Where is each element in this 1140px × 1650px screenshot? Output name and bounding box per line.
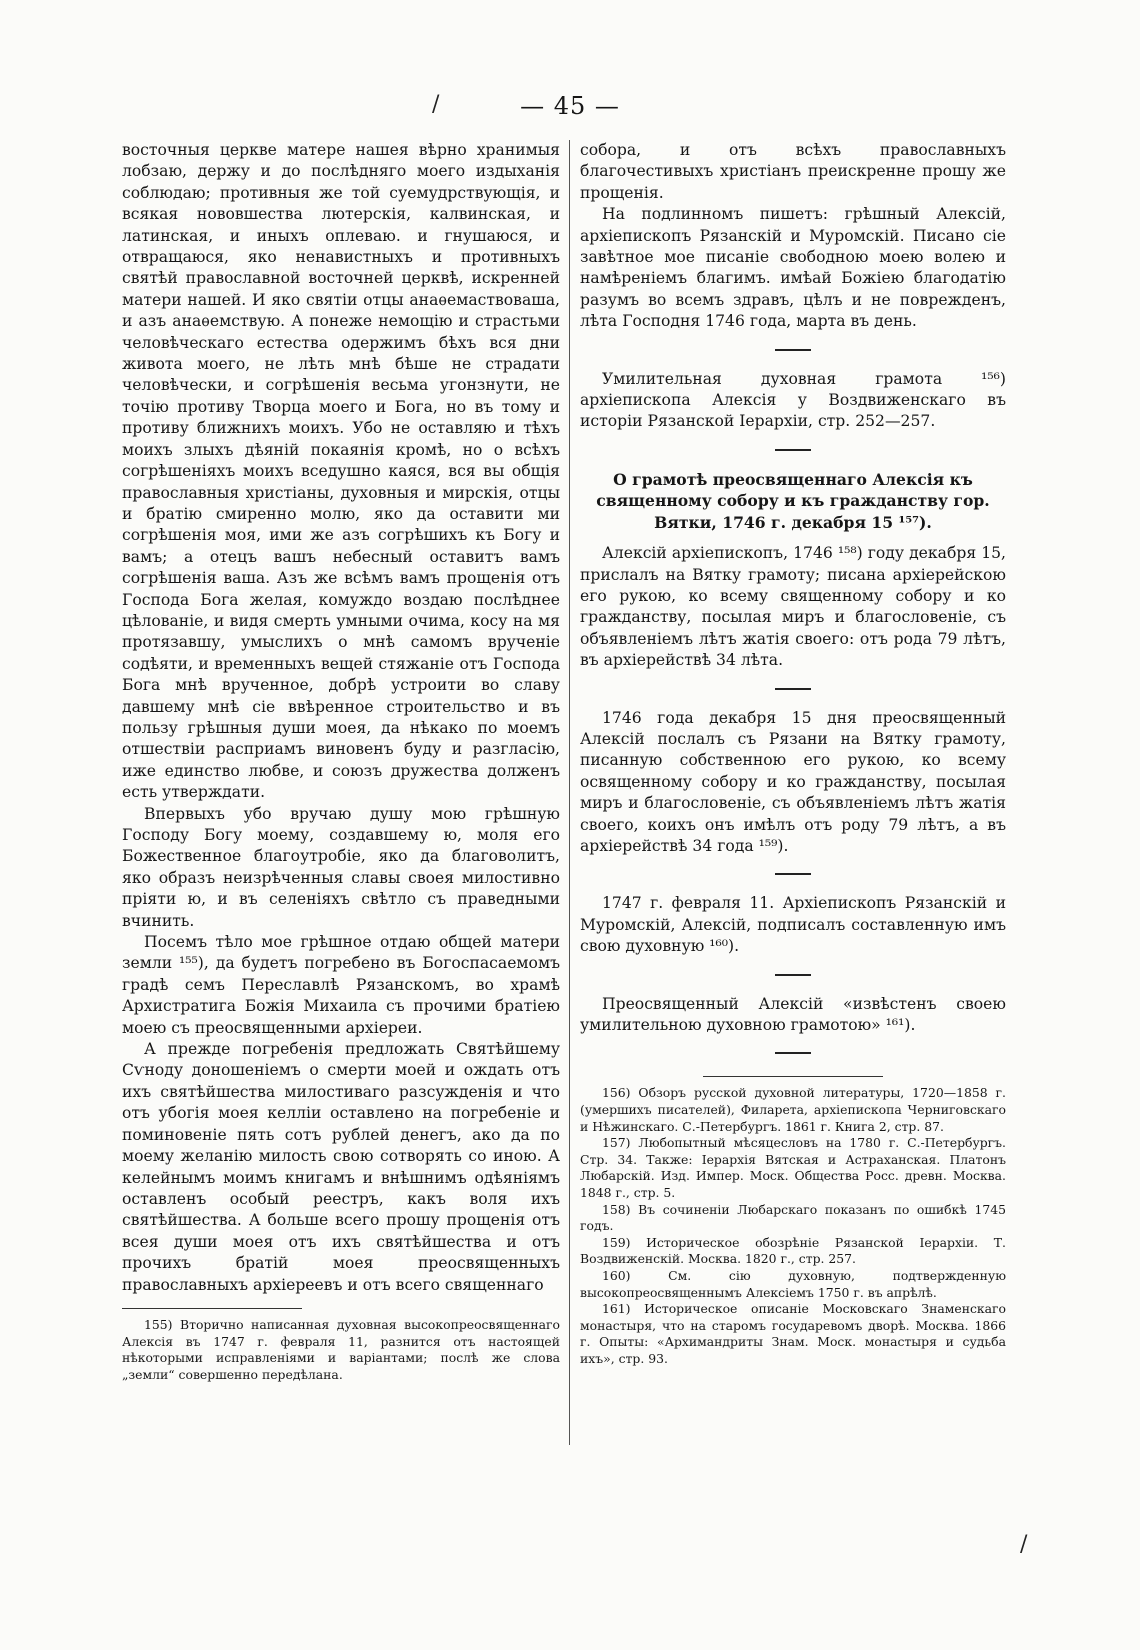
section-separator	[775, 688, 811, 690]
paragraph: На подлинномъ пишетъ: грѣшный Алексій, архіепископъ Рязанскій и Муромскій. Писано сіе завѣтное мое писаніе свободною моею волею и намѣреніемъ благимъ. имѣай Божіею благодатію разумъ во всемъ здравъ, цѣлъ и не поврежденъ, лѣта Господня 1746 года, марта въ день.	[580, 205, 1006, 331]
paragraph: восточныя церкве матере нашея вѣрно хранимыя лобзаю, держу и до послѣдняго моего издыханія соблюдаю; противныя же той суемудрствующія, и всякая нововшества лютерскія, калвинская, и латинская, и иныхъ оплеваю. и гнушаюся, и отвращаюся, яко ненавистныхъ и противныхъ святѣй православной восточней церквѣ, искренней матери нашей. И яко святіи отцы анаѳемаствоваша, и азъ анаѳемствую. А понеже немощію и страстьми человѣческаго естества одержимъ бѣхъ вся дни живота моего, не лѣть мнѣ бѣше не страдати человѣчески, и согрѣшенія весьма угонзнути, не точію противу Творца моего и Бога, но въ тому и противу ближнихъ моихъ. Убо не оставляю и тѣхъ моихъ злыхъ дѣяній покаянія кромѣ, но о всѣхъ согрѣшеніяхъ моихъ вседушно каяся, вся вы общія православныя христіаны, духовныя и мирскія, отцы и братію смиренно молю, яко да оставити ми согрѣшенія моя, ими же азъ согрѣшихъ къ Богу и вамъ; а отецъ вашъ небесный оставитъ вамъ согрѣшенія ваша. Азъ же всѣмъ вамъ прощенія отъ Господа Бога желая, комуждо воздаю послѣднее цѣлованіе, и видя смерть умными очима, косу на мя протязавшу, умыслихъ о мнѣ самомъ врученіе содѣяти, и временныхъ вещей стяжаніе отъ Господа Бога мнѣ врученное, добрѣ устроити во славу давшему мнѣ сіе ввѣренное строительство и въ пользу грѣшныя души моея, да нѣкако по моемъ отшествіи расприамъ виновенъ буду и разгласію, иже единство любве, и союзъ дружества долженъ есть утверждати.	[122, 141, 560, 802]
footnote: 160) См. сію духовную, подтвержденную высокопреосвященнымъ Алексіемъ 1750 г. въ апрѣлѣ.	[580, 1267, 1006, 1300]
section-separator	[775, 873, 811, 875]
paragraph: Впервыхъ убо вручаю душу мою грѣшную Господу Богу моему, создавшему ю, моля его Божественное благоутробіе, яко да благоволитъ, яко образъ неизрѣченныя славы своея милостивно пріяти ю, и въ селеніяхъ свѣтло съ праведными вчинить.	[122, 804, 560, 930]
section-separator	[775, 1052, 811, 1054]
paragraph: Преосвященный Алексій «извѣстенъ своею умилительною духовною грамотою» ¹⁶¹).	[580, 994, 1006, 1034]
section-heading: О грамотѣ преосвященнаго Алексія къ священному собору и къ гражданству гор. Вятки, 1746 г. декабря 15 ¹⁵⁷).	[596, 469, 990, 532]
section-separator	[775, 974, 811, 976]
footnote: 155) Вторично написанная духовная высокопреосвященнаго Алексія въ 1747 г. февраля 11, разнится отъ настоящей нѣкоторыми исправленіями и варіантами; послѣ же слова „земли“ совершенно передѣлана.	[122, 1316, 560, 1382]
stray-mark-top: /	[432, 92, 440, 117]
footnote-rule	[703, 1076, 883, 1077]
column-divider	[569, 140, 570, 1445]
footnote: 161) Историческое описаніе Московскаго Знаменскаго монастыря, что на старомъ государевомъ дворѣ. Москва. 1866 г. Опыты: «Архимандриты Знам. Моск. монастыря и судьба ихъ», стр. 93.	[580, 1301, 1006, 1366]
paragraph: А прежде погребенія предложать Святѣйшему Сѵноду доношеніемъ о смерти моей и ождать отъ ихъ святѣйшества милостиваго разсужденія и что отъ убогія моея келліи оставлено на погребеніе и поминовеніе пять сотъ рублей денегъ, ако да по моему желанію милость свою сотворять со иною. А келейнымъ моимъ книгамъ и внѣшнимъ одѣяніямъ оставленъ особый реестръ, какъ воля ихъ святѣйшества. А больше всего прошу прощенія отъ всея души моея отъ ихъ святѣйшества и отъ прочихъ братій моея преосвященныхъ православныхъ архіереевъ и отъ всего священнаго	[122, 1040, 560, 1294]
footnote: 158) Въ сочиненіи Любарскаго показанъ по ошибкѣ 1745 годъ.	[580, 1201, 1006, 1234]
footnote-rule	[122, 1308, 302, 1309]
footnote: 159) Историческое обозрѣніе Рязанской Іерархіи. Т. Воздвиженскій. Москва. 1820 г., стр. 257.	[580, 1234, 1006, 1267]
left-column	[122, 140, 560, 1383]
paragraph: 1746 года декабря 15 дня преосвященный Алексій послалъ съ Рязани на Вятку грамоту, писанную собственною его рукою, ко всему освященному собору и ко гражданству, посылая миръ и благословеніе, съ объявленіемъ лѣтъ жатія своего, коихъ онъ имѣлъ отъ роду 79 лѣтъ, а въ архіерействѣ 34 года ¹⁵⁹).	[580, 708, 1006, 855]
paragraph: Посемъ тѣло мое грѣшное отдаю общей матери земли ¹⁵⁵), да будетъ погребено въ Богоспасаемомъ градѣ семъ Переславлѣ Рязанскомъ, во храмѣ Архистратига Божія Михаила съ прочими братіею моею съ преосвященными архіереи.	[122, 933, 560, 1037]
section-separator	[775, 449, 811, 451]
right-column	[580, 140, 1006, 1368]
page-number: — 45 —	[520, 92, 620, 120]
footnote: 156) Обзоръ русской духовной литературы, 1720—1858 г. (умершихъ писателей), Филарета, архіепископа Черниговскаго и Нѣжинскаго. С.-Петербургъ. 1861 г. Книга 2, стр. 87.	[580, 1085, 1006, 1134]
stray-mark-bottom: /	[1020, 1532, 1028, 1557]
footnote: 157) Любопытный мѣсяцесловъ на 1780 г. С.-Петербургъ. Стр. 34. Также: Іерархія Вятская и Астраханская. Платонъ Любарскій. Изд. Импер. Моск. Общества Росс. древн. Москва. 1848 г., стр. 5.	[580, 1135, 1006, 1200]
paragraph: Умилительная духовная грамота ¹⁵⁶) архіепископа Алексія у Воздвиженскаго въ исторіи Рязанской Іерархіи, стр. 252—257.	[580, 369, 1006, 431]
paragraph: собора, и отъ всѣхъ православныхъ благочестивыхъ христіанъ преискренне прошу же прощенія.	[580, 141, 1006, 202]
section-separator	[775, 349, 811, 351]
paragraph: 1747 г. февраля 11. Архіепископъ Рязанскій и Муромскій, Алексій, подписалъ составленную имъ свою духовную ¹⁶⁰).	[580, 894, 1006, 956]
paragraph: Алексій архіепископъ, 1746 ¹⁵⁸) году декабря 15, прислалъ на Вятку грамоту; писана архіерейскою его рукою, ко всему священному собору и ко гражданству, посылая миръ и благословеніе, съ объявленіемъ лѣтъ жатія своего: отъ рода 79 лѣтъ, въ архіерействѣ 34 лѣта.	[580, 544, 1006, 670]
